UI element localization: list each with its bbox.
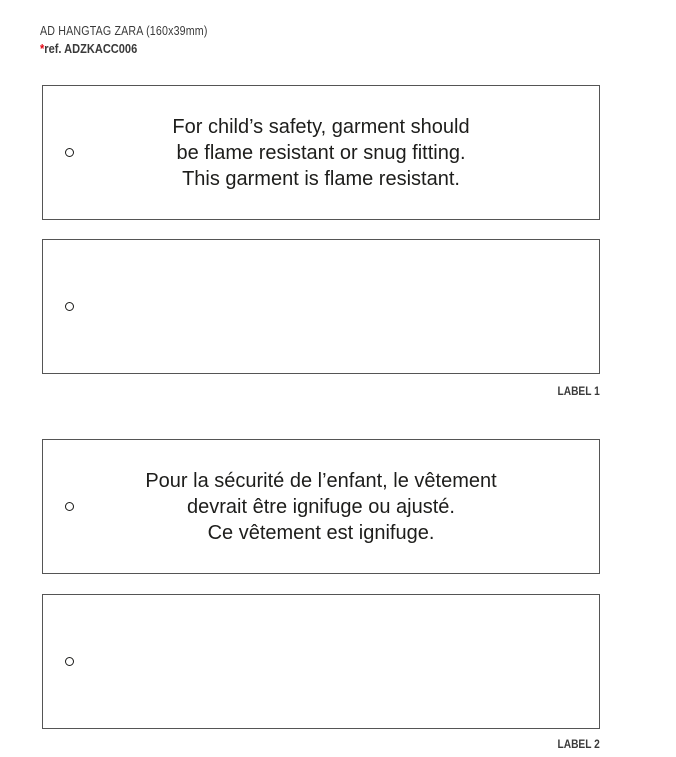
label-1-front-tag — [42, 85, 600, 220]
label-2-caption: LABEL 2 — [557, 737, 600, 751]
text-line: For child’s safety, garment should — [172, 115, 470, 138]
label-1-caption: LABEL 1 — [557, 384, 600, 398]
punch-hole-icon — [65, 302, 74, 311]
label-2-front-tag — [42, 439, 600, 574]
label-2-front-text — [43, 468, 599, 546]
text-line: be flame resistant or snug fitting. — [176, 141, 466, 164]
document-header — [40, 24, 244, 55]
text-line: This garment is flame resistant. — [182, 167, 460, 190]
reference-code — [40, 42, 214, 55]
reference-text: ref. ADZKACC006 — [44, 41, 138, 56]
text-line: devrait être ignifuge ou ajusté. — [187, 495, 455, 518]
document-title: AD HANGTAG ZARA (160x39mm) — [40, 23, 208, 38]
required-star: * — [40, 41, 45, 56]
punch-hole-icon — [65, 657, 74, 666]
text-line: Pour la sécurité de l’enfant, le vêtement — [145, 469, 497, 492]
label-2-back-tag — [42, 594, 600, 729]
label-1-back-tag — [42, 239, 600, 374]
text-line: Ce vêtement est ignifuge. — [207, 521, 435, 544]
label-1-front-text — [43, 114, 599, 192]
